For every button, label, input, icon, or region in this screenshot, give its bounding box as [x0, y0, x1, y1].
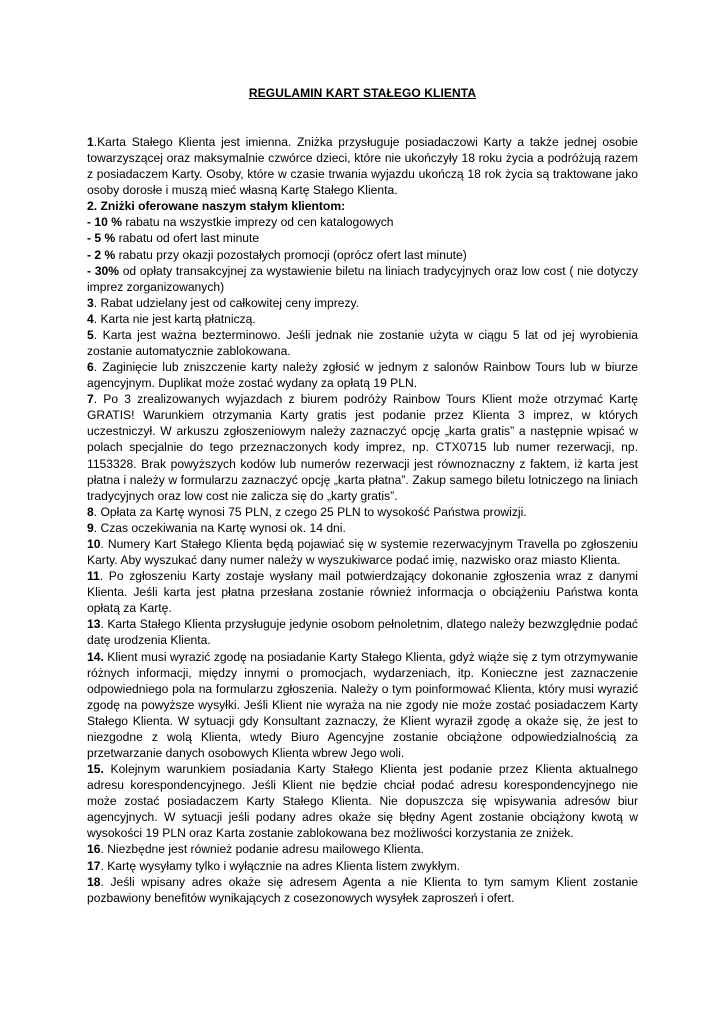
paragraph-number: - 5 % — [87, 231, 116, 246]
paragraph-number: 13 — [87, 617, 101, 632]
paragraph-number: 8 — [87, 504, 94, 519]
regulation-paragraph — [87, 311, 638, 327]
paragraph-text: Karta jest ważna bezterminowo. Jeśli jednak nie zostanie użyta w ciągu 5 lat od jej wyrobienia zostanie automatycznie zablokowana. — [87, 327, 638, 359]
paragraph-number: 3 — [87, 295, 94, 310]
paragraph-separator: . — [93, 504, 101, 519]
regulation-paragraph — [87, 247, 638, 263]
regulation-paragraph — [87, 520, 638, 536]
paragraph-separator: . — [93, 311, 101, 326]
paragraph-separator: . — [93, 520, 101, 535]
regulation-paragraph — [87, 649, 638, 762]
document-title: REGULAMIN KART STAŁEGO KLIENTA — [248, 86, 477, 100]
paragraph-separator — [104, 762, 111, 776]
regulation-body — [87, 134, 638, 906]
paragraph-text: Opłata za Kartę wynosi 75 PLN, z czego 25 PLN to wysokość Państwa prowizji. — [100, 504, 527, 519]
paragraph-text: Karta nie jest kartą płatniczą. — [100, 311, 256, 326]
regulation-paragraph — [87, 391, 638, 504]
paragraph-text: rabatu od ofert last minute — [118, 231, 260, 246]
paragraph-text: rabatu na wszystkie imprezy od cen katalogowych — [125, 215, 394, 230]
paragraph-text: Zniżki oferowane naszym stałym klientom: — [100, 199, 346, 214]
paragraph-separator: . — [93, 199, 101, 214]
paragraph-text: Po zgłoszeniu Karty zostaje wysłany mail potwierdzający dokonanie zgłoszenia wraz z danymi Klienta. Jeśli karta jest płatna przesłana zostanie również informacja o obciążeniu Państwa konta opłatą za Kartę. — [87, 569, 638, 616]
paragraph-number: 9 — [87, 520, 94, 535]
paragraph-number: 6 — [87, 360, 94, 375]
paragraph-text: Kartę wysyłamy tylko i wyłącznie na adres Klienta listem zwykłym. — [107, 858, 461, 873]
paragraph-number: 7 — [87, 392, 94, 407]
paragraph-separator: . — [100, 874, 111, 889]
regulation-paragraph — [87, 568, 638, 616]
paragraph-number: 15. — [87, 762, 104, 777]
paragraph-number: - 10 % — [87, 215, 122, 230]
regulation-paragraph — [87, 858, 638, 874]
paragraph-number: - 30% — [87, 263, 119, 278]
regulation-paragraph — [87, 214, 638, 230]
paragraph-separator: . — [100, 858, 108, 873]
regulation-paragraph — [87, 536, 638, 568]
paragraph-number: 2 — [87, 199, 94, 214]
paragraph-text: Klient musi wyrazić zgodę na posiadanie Karty Stałego Klienta, gdyż wiąże się z tym otrzymywanie różnych informacji, między innymi o promocjach, wydarzeniach, itp. Konieczne jest zaznaczenie odpowiedniego pola na formularzu zgłoszenia. Należy o tym poinformować Klienta, który musi wyrazić zgodę na powyższe wysyłki. Jeśli Klient nie wyraża na nie zgody nie może zostać posiadaczem Karty Stałego Klienta. W sytuacji gdy Konsultant zaznaczy, że Klient wyraził zgodę a okaże się, że jest to niezgodne z wolą Klienta, wtedy Biuro Agencyjne zostanie obciążone odpowiedzialnością za przetwarzanie danych osobowych Klienta wbrew Jego woli. — [87, 649, 638, 760]
paragraph-separator: . — [100, 617, 108, 632]
paragraph-number: 4 — [87, 311, 94, 326]
paragraph-text: rabatu przy okazji pozostałych promocji (oprócz ofert last minute) — [118, 247, 467, 262]
paragraph-separator: . — [100, 536, 108, 551]
paragraph-number: 5 — [87, 327, 94, 342]
paragraph-number: 10 — [87, 536, 101, 551]
paragraph-text: Po 3 zrealizowanych wyjazdach z biurem podróży Rainbow Tours Klient może otrzymać Kartę GRATIS! Warunkiem otrzymania Karty gratis jest podanie przez Klienta 3 imprez, w których uczestniczył. W arkuszu zgłoszeniowym należy zaznaczyć opcję „karta gratis” a następnie wpisać w polach specjalnie do tego przeznaczonych kody imprez, np. CTX0715 lub numer rezerwacji, np. 1153328. Brak powyższych kodów lub numerów rezerwacji jest równoznaczny z faktem, iż karta jest płatna i należy w formularzu zaznaczyć opcję „karta płatna”. Zakup samego biletu lotniczego na liniach tradycyjnych oraz low cost nie zalicza się do „karty gratis”. — [87, 392, 638, 503]
regulation-paragraph — [87, 359, 638, 391]
regulation-paragraph — [87, 504, 638, 520]
paragraph-text: Karta Stałego Klienta przysługuje jedynie osobom pełnoletnim, dlatego należy bezwzględnie podać datę urodzenia Klienta. — [87, 617, 638, 648]
paragraph-text: Numery Kart Stałego Klienta będą pojawiać się w systemie rezerwacyjnym Travella po zgłoszeniu Karty. Aby wyszukać dany numer należy w wyszukiwarce podać imię, nazwisko oraz miasto Klienta. — [87, 536, 638, 568]
paragraph-text: Niezbędne jest również podanie adresu mailowego Klienta. — [107, 842, 424, 857]
regulation-paragraph — [87, 295, 638, 311]
regulation-paragraph — [87, 327, 638, 359]
regulation-paragraph — [87, 263, 638, 295]
regulation-paragraph — [87, 616, 638, 648]
paragraph-separator: . — [93, 360, 103, 375]
paragraph-separator: . — [93, 295, 101, 310]
paragraph-number: - 2 % — [87, 247, 116, 262]
regulation-paragraph — [87, 230, 638, 246]
regulation-paragraph — [87, 761, 638, 841]
paragraph-separator: . — [100, 842, 108, 857]
paragraph-number: 17 — [87, 858, 101, 873]
paragraph-text: Jeśli wpisany adres okaże się adresem Agenta a nie Klienta to tym samym Klient zostanie pozbawiony benefitów wynikających z cosezonowych wysyłek zaproszeń i ofert. — [87, 874, 638, 905]
paragraph-number: 14. — [87, 649, 104, 664]
paragraph-number: 1 — [87, 135, 94, 149]
regulation-paragraph — [87, 874, 638, 906]
paragraph-separator: . — [93, 392, 104, 407]
paragraph-text: Karta Stałego Klienta jest imienna. Zniżka przysługuje posiadaczowi Karty a także jednej osobie towarzyszącej oraz maksymalnie czwórce dzieci, które nie ukończyły 18 roku życia a podróżują razem z posiadaczem Karty. Osoby, które w czasie trwania wyjazdu ukończą 18 rok życia są traktowane jako osoby dorosłe i muszą mieć własną Kartę Stałego Klienta. — [87, 135, 638, 198]
paragraph-text: Zaginięcie lub zniszczenie karty należy zgłosić w jednym z salonów Rainbow Tours lub w biurze agencyjnym. Duplikat może zostać wydany za opłatą 19 PLN. — [87, 360, 638, 391]
paragraph-number: 11 — [87, 569, 100, 584]
paragraph-number: 16 — [87, 842, 101, 857]
paragraph-text: Kolejnym warunkiem posiadania Karty Stałego Klienta jest podanie przez Klienta aktualnego adresu korespondencyjnego. Jeśli Klient nie będzie chciał podać adresu korespondencyjnego nie może zostać posiadaczem Karty Stałego Klienta. Nie dopuszcza się wpisywania adresów biur agencyjnych. W sytuacji jeśli podany adres okaże się błędny Agent zostanie obciążony kwotą w wysokości 19 PLN oraz Karta zostanie zablokowana bez możliwości korzystania ze zniżek. — [87, 762, 638, 841]
regulation-paragraph — [87, 198, 638, 214]
paragraph-separator: . — [99, 569, 109, 584]
paragraph-separator: . — [93, 135, 98, 149]
regulation-paragraph — [87, 134, 638, 198]
regulation-paragraph — [87, 841, 638, 857]
paragraph-text: Czas oczekiwania na Kartę wynosi ok. 14 dni. — [100, 520, 346, 535]
paragraph-text: Rabat udzielany jest od całkowitej ceny imprezy. — [100, 295, 360, 310]
paragraph-separator: . — [93, 327, 103, 342]
paragraph-number: 18 — [87, 874, 101, 889]
paragraph-text: od opłaty transakcyjnej za wystawienie biletu na liniach tradycyjnych oraz low cost ( nie dotyczy imprez zorganizowanych) — [87, 263, 638, 294]
